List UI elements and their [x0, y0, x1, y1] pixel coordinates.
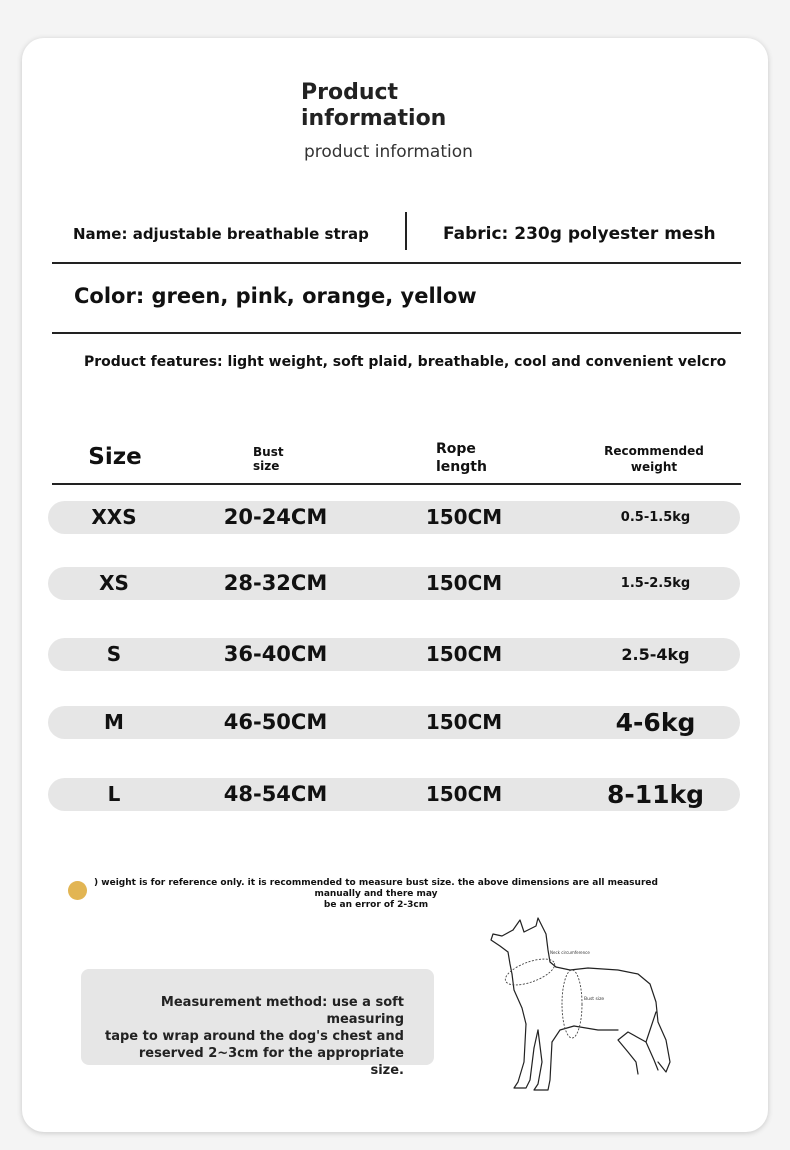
neck-label: Neck circumference	[550, 950, 590, 955]
header-rope-length: Rope length	[436, 441, 487, 475]
cell-rope: 150CM	[425, 571, 503, 595]
cell-size: S	[106, 642, 122, 666]
cell-weight: 1.5-2.5kg	[620, 576, 691, 591]
divider-line	[52, 332, 741, 334]
cell-size: XS	[99, 571, 129, 595]
product-name: Name: adjustable breathable strap	[73, 225, 369, 243]
header-bust-size: Bust size	[253, 445, 284, 473]
cell-rope: 150CM	[425, 642, 503, 666]
cell-bust: 48-54CM	[223, 782, 328, 806]
table-row	[48, 501, 740, 534]
cell-bust: 20-24CM	[223, 505, 328, 529]
measurement-method-box: Measurement method: use a soft measuring tape to wrap around the dog's chest and reserved 2~3cm for the appropriate size.	[81, 969, 434, 1065]
cell-bust: 46-50CM	[223, 710, 328, 734]
cell-bust: 36-40CM	[223, 642, 328, 666]
cell-rope: 150CM	[425, 505, 503, 529]
cell-size: M	[104, 710, 124, 734]
header-size: Size	[88, 444, 142, 470]
product-color: Color: green, pink, orange, yellow	[74, 284, 477, 308]
table-row	[48, 778, 740, 811]
cell-weight: 0.5-1.5kg	[620, 510, 691, 525]
divider-line	[52, 262, 741, 264]
table-row	[48, 706, 740, 739]
cell-weight: 4-6kg	[615, 708, 696, 737]
cell-size: L	[107, 782, 121, 806]
vertical-divider	[405, 212, 407, 250]
table-row	[48, 638, 740, 671]
page-title	[301, 80, 446, 132]
product-features: Product features: light weight, soft plaid, breathable, cool and convenient velcro	[84, 354, 727, 370]
table-row	[48, 567, 740, 600]
page-subtitle: product information	[304, 142, 473, 162]
table-header-divider	[52, 483, 741, 485]
cell-rope: 150CM	[425, 782, 503, 806]
product-fabric: Fabric: 230g polyester mesh	[443, 224, 716, 244]
header-recommended-weight: Recommended weight	[604, 444, 704, 474]
cell-weight: 8-11kg	[606, 780, 705, 809]
cell-bust: 28-32CM	[223, 571, 328, 595]
bust-label: Bust size	[584, 997, 605, 1002]
title-line-1: Product	[301, 80, 399, 105]
title-line-2: information	[301, 106, 447, 131]
cell-weight: 2.5-4kg	[621, 645, 690, 664]
dog-measurement-diagram-icon	[478, 912, 678, 1097]
cell-size: XXS	[91, 505, 137, 529]
cell-rope: 150CM	[425, 710, 503, 734]
disclaimer-note: ) weight is for reference only. it is recommended to measure bust size. the above dimensions are all measured manually and there may be an error of 2-3cm	[94, 878, 658, 910]
